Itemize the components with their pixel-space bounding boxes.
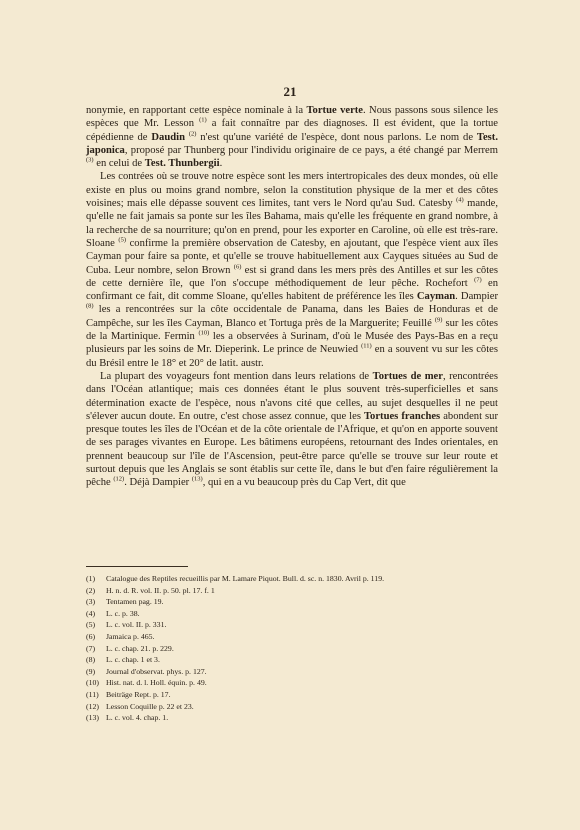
footnote-mark: (8)	[86, 655, 96, 665]
footnote-text: L. c. vol. 4. chap. 1.	[106, 713, 169, 723]
footnote-mark: (5)	[86, 620, 96, 630]
footnote-mark: (11)	[86, 689, 99, 699]
footnote-text: L. c. chap. 21. p. 229.	[106, 643, 174, 653]
text-run: .	[219, 158, 223, 170]
footnote-reference: (11)	[361, 342, 372, 350]
text-run: les a rencontrées sur la côte occidentale de Panama, dans les Baies de Honduras et de Campêche, sur les îles Cayman, Blanco et Tortuga près de la Marguerite; Feuillé	[86, 304, 498, 329]
footnote	[86, 643, 498, 655]
footnote-reference: (3)	[86, 156, 94, 164]
body-paragraph	[86, 104, 498, 170]
text-run: en a souvent vu sur les côtes du Brésil entre le 18° et 20° de latit. austr.	[86, 344, 498, 369]
footnote-mark: (9)	[86, 666, 96, 676]
species-name: Test. Thunbergii	[144, 158, 220, 170]
species-name: Daudin	[151, 131, 185, 143]
text-run: a fait connaître par des diagnoses. Il est évident, que la tortue cépédienne de	[86, 118, 499, 143]
footnote	[86, 596, 498, 608]
footnote-mark: (10)	[86, 678, 99, 688]
footnote-text: Beiträge Rept. p. 17.	[106, 689, 171, 699]
footnotes	[86, 573, 498, 724]
text-run: en celui de	[93, 158, 145, 170]
footnote	[86, 677, 498, 689]
footnote-reference: (12)	[113, 475, 125, 483]
footnote	[86, 654, 498, 666]
footnote-mark: (7)	[86, 643, 96, 653]
footnote-mark: (3)	[86, 597, 96, 607]
footnote	[86, 631, 498, 643]
footnote	[86, 712, 498, 724]
footnote-mark: (12)	[86, 701, 99, 711]
footnote-reference: (5)	[118, 236, 127, 244]
species-name: Cayman	[416, 291, 456, 303]
text-run: . Déjà Dampier	[124, 477, 192, 489]
footnote-reference: (9)	[434, 316, 443, 324]
body-paragraph	[86, 370, 498, 490]
footnote-text: Jamaica p. 465.	[106, 631, 155, 641]
footnote	[86, 573, 498, 585]
footnote-reference: (13)	[191, 475, 203, 483]
footnote	[86, 689, 498, 701]
species-name: Tortue verte	[306, 105, 363, 116]
footnote-mark: (2)	[86, 585, 96, 595]
text-run: , qui en a vu beaucoup près du Cap Vert, dit que	[202, 477, 406, 489]
text-run: , rencontrées dans l'Océan atlantique; mais ces données étant le plus souvent très-superficielles et sans détermination exacte de l'espèce, nous n'avons cité que celles, au sujet desquelles il ne peut s'élever aucun doute. En outre, c'est chose assez connue, que les	[86, 370, 498, 422]
species-name: Tortues franches	[363, 410, 441, 422]
text-run: . Nous passons sous silence les espèces que Mr. Lesson	[86, 105, 498, 130]
text-run: sur les côtes de la Martinique. Fermin	[86, 317, 498, 343]
footnote-text: Lesson Coquille p. 22 et 23.	[106, 701, 194, 711]
text-run: mande, qu'elle ne fait jamais sa ponte sur les îles Bahama, mais qu'elle les fréquente en grand nombre, à la recherche de sa nourriture; qu'on en prend, pour les exporter en Caroline, où elle est très-rare. Sloane	[86, 198, 498, 249]
text-run: les a observées à Surinam, d'où le Musée des Pays-Bas en a reçu plusieurs par les soins de Mr. Dieperink. Le prince de Neuwied	[86, 331, 499, 356]
text-run: La plupart des voyageurs font mention dans leurs relations de	[100, 370, 373, 382]
footnote-text: Tentamen pag. 19.	[106, 597, 164, 607]
footnote-text: Catalogue des Reptiles recueillis par M. Lamare Piquot. Bull. d. sc. n. 1830. Avril p. 119.	[106, 574, 385, 583]
footnote-text: L. c. vol. II. p. 331.	[106, 620, 167, 630]
footnote-text: Journal d'observat. phys. p. 127.	[106, 666, 207, 676]
body-paragraph	[86, 170, 498, 369]
text-run: nonymie, en rapportant cette espèce nominale à la	[86, 105, 307, 116]
footnote-text: L. c. p. 38.	[106, 608, 140, 618]
footnote	[86, 585, 498, 597]
footnote-reference: (6)	[233, 263, 242, 271]
text-run: abondent sur presque toutes les îles de l'Océan et de la côte orientale de l'Afrique, et qu'on en apporte souvent de ses parages vivantes en Europe. Les bâtimens européens, retournant des Indes orientales, en prennent beaucoup sur l'île de l'Ascension, peut-être parce qu'elle se trouve sur leur route et surtout depuis que les Anglais se sont établis sur cette île, dans le but d'en faire régulièrement la pêche	[86, 410, 498, 489]
footnote-reference: (7)	[474, 276, 482, 284]
footnote-reference: (4)	[456, 196, 464, 204]
text-run: confirme la première observation de Catesby, en ajoutant, que l'espèce vient aux îles Cayman pour faire sa ponte, et qu'elle se trouve habituellement aux Cayques situées au Sud de Cuba. Leur nombre, selon Brown	[86, 237, 498, 276]
footnote-divider	[86, 566, 188, 567]
footnote-reference: (1)	[199, 116, 207, 124]
text-run: , proposé par Thunberg pour l'individu originaire de ce pays, a été changé par Merrem	[124, 144, 498, 156]
footnote-text: Hist. nat. d. l. Holl. équin. p. 49.	[106, 678, 207, 688]
footnote-reference: (10)	[198, 329, 210, 337]
footnote-mark: (1)	[86, 574, 96, 583]
footnote-text: L. c. chap. 1 et 3.	[106, 655, 160, 665]
text-run: est si grand dans les mers près des Antilles et sur les côtes de cette dernière île, que l'on s'occupe méthodiquement de leur pêche. Rochefort	[86, 264, 498, 289]
footnote-mark: (4)	[86, 608, 96, 618]
footnote-reference: (2)	[188, 130, 197, 138]
footnote-mark: (13)	[86, 713, 99, 723]
footnote	[86, 666, 498, 678]
text-run: Les contrées où se trouve notre espèce sont les mers intertropicales des deux mondes, où elle existe en plus ou moins grand nombre, selon la constitution physique de la mer et des côtes voisines; mais elle dépasse souvent ces limites, tant vers le Nord qu'au Sud. Catesby	[86, 171, 498, 210]
body-text	[86, 104, 498, 490]
footnote	[86, 619, 498, 631]
footnote	[86, 701, 498, 713]
text-run: en confirmant ce fait, dit comme Sloane, qu'elles habitent de préférence les îles	[86, 277, 498, 303]
page-number: 21	[283, 84, 297, 99]
species-name: Tortues de mer	[372, 370, 443, 382]
footnote	[86, 608, 498, 620]
footnote-text: H. n. d. R. vol. II. p. 50. pl. 17. f. 1	[106, 585, 215, 595]
text-run: n'est qu'une variété de l'espèce, dont nous parlons. Le nom de	[196, 131, 477, 143]
text-run: . Dampier	[455, 291, 498, 303]
footnote-mark: (6)	[86, 631, 96, 641]
species-name: Test. japonica	[86, 131, 498, 156]
footnote-reference: (8)	[86, 302, 94, 310]
